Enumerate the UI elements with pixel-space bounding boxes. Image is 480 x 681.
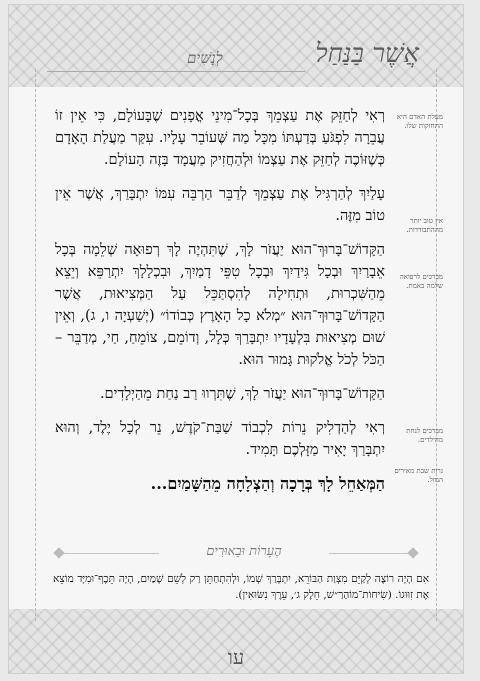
book-title: אֲשֶׁר בַּנַּחַל <box>315 39 419 69</box>
header-rule <box>47 71 305 72</box>
notes-title: הֶעָרוֹת וּבֵאוּרִים <box>159 543 329 559</box>
sidenote-2: אין טוב יותר מההתבודדות. <box>406 217 443 234</box>
paragraph-3: הַקָּדוֹשׁ־בָּרוּךְ־הוּא יַעֲזֹר לָךְ, שֶׁתִּהְיֶה לָךְ רְפוּאָה שְׁלֵמָה בְּכָל אֵבָרַיִךְ וּבְכָל גִּידַיִךְ וּבְכָל טִפֵּי דָמַיִךְ, וּבִכְלָלָךְ יִתְרַפֵּא וְיֵצֵא מֵהַשִּׁכְרוּת, וּתְחִילָה לְהִסְתַּכֵּל עַל הַמְּצִיאוּת, אֲשֶׁר הַקָּדוֹשׁ־בָּרוּךְ־הוּא ״מְלֹא כָל הָאָרֶץ כְּבוֹדוֹ״ (יְשַׁעְיָה ו, ג), וְאֵין שׁוּם מְצִיאוּת בִּלְעָדָיו יִתְבָּרַךְ כְּלָל, וְדוֹמֵם, צוֹמֵחַ, חַי, מְדַבֵּר – הַכֹּל לְכֹל אֱלֹקוּת גָּמוּר הוּא. <box>55 242 385 368</box>
page <box>8 4 464 674</box>
running-header <box>47 35 425 75</box>
main-text <box>55 105 385 507</box>
sidenote-4: מברכים לנחת מהילדים. <box>406 427 443 444</box>
closing-blessing: הַמְּאַחֵל לָךְ בְּרָכָה וְהַצְלָחָה מֵהַשָּׁמַיִם... <box>150 474 385 493</box>
footnote-text: אִם הָיָה רוֹצֶה לְקַיֵּם מִצְוַת הַבּוֹרֵא, יִתְבָּרַךְ שְׁמוֹ, וּלְהִתְחַתֵּן רַק לְשֵׁם שָׁמַיִם, הָיָה תֵּכֶף־וּמִיָּד מוֹצֵא אֶת זִוּוּגוֹ. (שִׂיחוֹת־מוֹהַרַ״שׁ, חֵלֶק ג׳, עֵרֶךְ נִשּׂוּאִין). <box>53 573 429 601</box>
paragraph-2: עָלַיִךְ לְהַרְגִּיל אֶת עַצְמֵךְ לְדַבֵּר הַרְבֵּה עִמּוֹ יִתְבָּרַךְ, אֲשֶׁר אֵין טוֹב מִזֶּה. <box>55 186 385 224</box>
sidenote-1: מעלת האדם היא התחזקות שלו. <box>396 113 443 130</box>
sidenote-5: נרות שבת מאירים המזל. <box>394 467 443 484</box>
paragraph-5: רְאִי לְהַדְלִיק נֵרוֹת לִכְבוֹד שַׁבַּת־קֹדֶשׁ, נֵר לְכָל יֶלֶד, וְהוּא יִתְבָּרַךְ יָאִיר מַזָּלְכֶם תָּמִיד. <box>55 420 385 458</box>
paragraph-4: הַקָּדוֹשׁ־בָּרוּךְ־הוּא יַעֲזֹר לָךְ, שֶׁתִּרְווּ רַב נַחַת מֵהַיְלָדִים. <box>99 386 385 402</box>
paragraph-1: רְאִי לְחַזֵּק אֶת עַצְמֵךְ בְּכָל־מִינֵי אֳפָנִים שֶׁבָּעוֹלָם, כִּי אֵין זוֹ עֲבֵרָה לִפְגֹּעַ בְּדַעְתּוֹ מִכָּל מַה שֶּׁעוֹבֵר עָלָיו. עִקַּר מַעֲלַת הָאָדָם כְּשֶׁזּוֹכֶה לְחַזֵּק אֶת עַצְמוֹ וּלְהַחֲזִיק מַעֲמָד בָּזֶה הָעוֹלָם. <box>55 108 385 168</box>
sidenote-3: מברכים לרפואה שלמה באמת. <box>399 273 443 290</box>
section-title: לְנָשִׁים <box>187 49 223 67</box>
page-number: עו <box>227 645 245 669</box>
